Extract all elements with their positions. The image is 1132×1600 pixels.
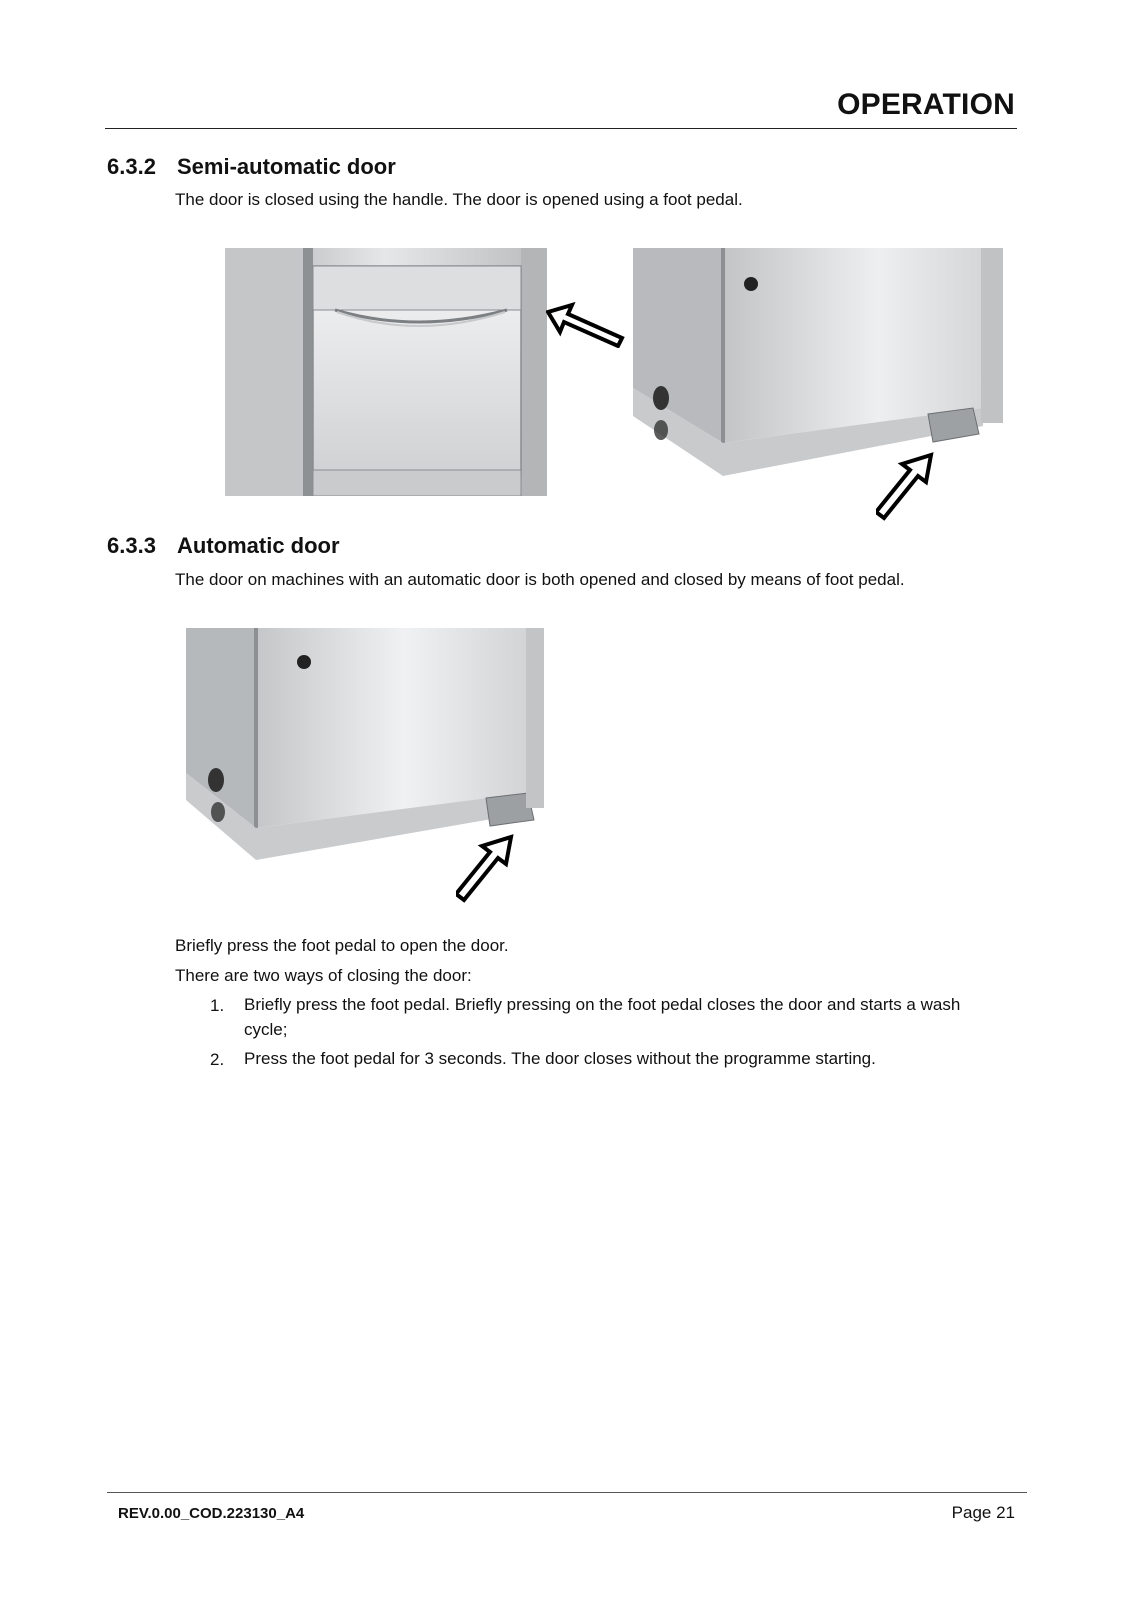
list-item-text: Press the foot pedal for 3 seconds. The door closes without the programme starting. <box>244 1049 876 1068</box>
semi-automatic-door-description: The door is closed using the handle. The door is opened using a foot pedal. <box>175 190 743 209</box>
section-heading-automatic-door <box>107 533 340 559</box>
section-title: Automatic door <box>177 533 340 558</box>
page-header-title: OPERATION <box>837 88 1015 121</box>
section-title: Semi-automatic door <box>177 154 396 179</box>
list-item-number: 1. <box>210 996 225 1015</box>
door-handle-photo <box>225 248 547 501</box>
arrow-icon-handle <box>546 302 626 353</box>
section-heading-semi-automatic-door <box>107 154 396 180</box>
instruction-open-door: Briefly press the foot pedal to open the door. <box>175 936 509 955</box>
section-number: 6.3.3 <box>107 533 156 558</box>
page-number: Page 21 <box>951 1503 1015 1522</box>
arrow-icon-foot-pedal-automatic <box>456 834 518 911</box>
header-divider <box>105 128 1017 129</box>
footer-divider <box>107 1492 1027 1493</box>
list-item-text: Briefly press the foot pedal. Briefly pressing on the foot pedal closes the door and starts a wash cycle; <box>244 995 961 1039</box>
instruction-closing-intro: There are two ways of closing the door: <box>175 966 472 985</box>
list-item-number: 2. <box>210 1050 225 1069</box>
document-code: REV.0.00_COD.223130_A4 <box>118 1505 305 1522</box>
automatic-door-description: The door on machines with an automatic door is both opened and closed by means of foot pedal. <box>175 570 905 589</box>
foot-pedal-photo-semi-automatic <box>633 248 1003 485</box>
arrow-icon-foot-pedal-semi-automatic <box>876 452 938 529</box>
section-number: 6.3.2 <box>107 154 156 179</box>
